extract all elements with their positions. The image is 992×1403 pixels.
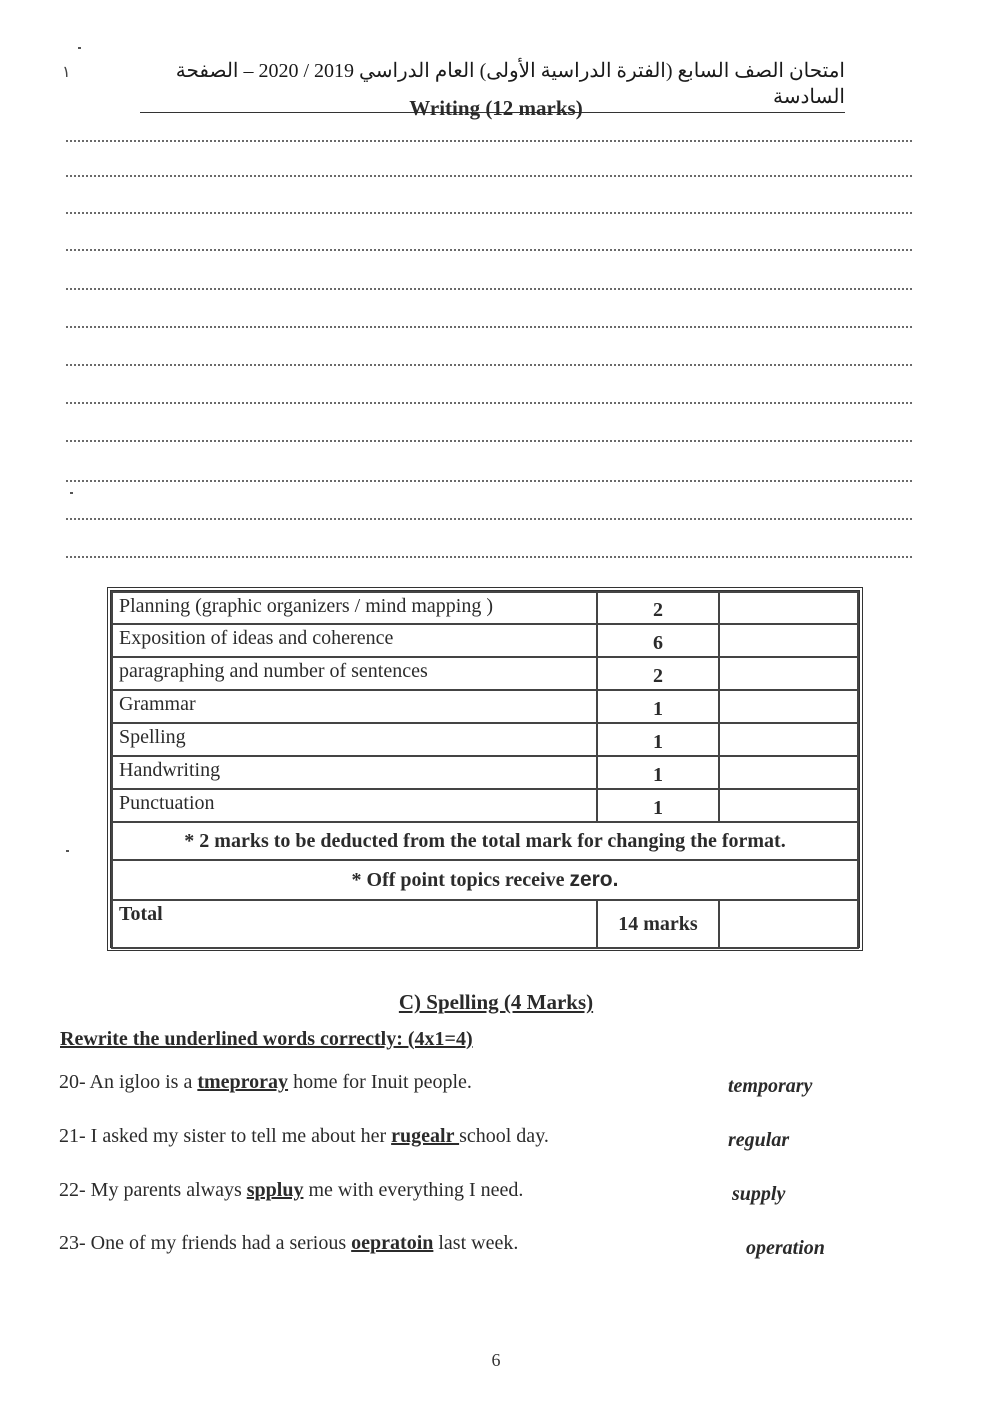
question-text: me with everything I need. (303, 1179, 524, 1201)
question-text: 20- An igloo is a (59, 1071, 198, 1093)
zero-text: zero. (569, 868, 619, 891)
rubric-score-cell[interactable] (719, 723, 858, 756)
rubric-row (112, 756, 858, 789)
rubric-criterion: Exposition of ideas and coherence (112, 624, 597, 657)
total-label: Total (112, 900, 597, 948)
spelling-question-22 (59, 1179, 523, 1202)
total-score-cell[interactable] (719, 900, 858, 948)
answer-20[interactable]: temporary (728, 1075, 813, 1097)
answer-line[interactable] (66, 175, 912, 177)
rubric-mark: 1 (597, 789, 719, 822)
rubric-criterion: Punctuation (112, 789, 597, 822)
rubric-mark: 2 (597, 657, 719, 690)
rubric-criterion: Planning (graphic organizers / mind mapping ) (112, 592, 597, 624)
answer-line[interactable] (66, 288, 912, 290)
answer-line[interactable] (66, 402, 912, 404)
misspelled-word: sppluy (246, 1179, 304, 1201)
spelling-section-title: C) Spelling (4 Marks) (398, 990, 594, 1014)
spelling-question-21 (59, 1125, 549, 1148)
total-mark: 14 marks (597, 900, 719, 948)
exam-header: امتحان الصف السابع (الفترة الدراسية الأولى) العام الدراسي 2019 / 2020 – الصفحة السادسة (140, 58, 845, 113)
rubric-score-cell[interactable] (719, 690, 858, 723)
rubric-row (112, 723, 858, 756)
rubric-note-row (112, 822, 858, 860)
answer-23[interactable]: operation (746, 1237, 825, 1259)
answer-line[interactable] (66, 326, 912, 328)
scan-speck (70, 492, 73, 494)
rubric-note-row (112, 860, 858, 900)
answer-line[interactable] (66, 556, 912, 558)
misspelled-word: tmeproray (197, 1071, 289, 1093)
marking-rubric (107, 587, 863, 951)
question-text: 21- I asked my sister to tell me about her (59, 1125, 392, 1147)
answer-22[interactable]: supply (732, 1183, 786, 1205)
rubric-row (112, 789, 858, 822)
spelling-instruction: Rewrite the underlined words correctly: (4x1=4) (60, 1028, 473, 1050)
rubric-score-cell[interactable] (719, 756, 858, 789)
question-text: home for Inuit people. (288, 1071, 472, 1093)
rubric-row (112, 624, 858, 657)
scan-speck (66, 850, 69, 852)
rubric-row (112, 657, 858, 690)
rubric-criterion: Handwriting (112, 756, 597, 789)
answer-line[interactable] (66, 140, 912, 142)
rubric-score-cell[interactable] (719, 789, 858, 822)
question-text: 22- My parents always (59, 1179, 247, 1201)
rubric-score-cell[interactable] (719, 624, 858, 657)
scan-speck (78, 47, 81, 49)
off-point-note (112, 860, 858, 900)
rubric-total-row (112, 900, 858, 948)
page-number: 6 (491, 1350, 501, 1370)
answer-line[interactable] (66, 212, 912, 214)
misspelled-word: oepratoin (351, 1232, 434, 1254)
rubric-row (112, 592, 858, 624)
rubric-mark: 1 (597, 723, 719, 756)
rubric-criterion: Grammar (112, 690, 597, 723)
rubric-criterion: Spelling (112, 723, 597, 756)
rubric-row (112, 690, 858, 723)
spelling-question-20 (59, 1071, 472, 1094)
corner-mark: ١ (62, 64, 71, 81)
misspelled-word: rugealr (391, 1125, 460, 1147)
format-deduction-note: * 2 marks to be deducted from the total mark for changing the format. (112, 822, 858, 860)
answer-21[interactable]: regular (728, 1129, 790, 1151)
answer-line[interactable] (66, 364, 912, 366)
rubric-mark: 1 (597, 690, 719, 723)
rubric-criterion: paragraphing and number of sentences (112, 657, 597, 690)
question-text: last week. (433, 1232, 519, 1254)
rubric-score-cell[interactable] (719, 657, 858, 690)
rubric-mark: 2 (597, 592, 719, 624)
answer-line[interactable] (66, 518, 912, 520)
answer-line[interactable] (66, 440, 912, 442)
answer-line[interactable] (66, 249, 912, 251)
rubric-score-cell[interactable] (719, 592, 858, 624)
off-point-text: * Off point topics receive (351, 869, 565, 891)
rubric-mark: 1 (597, 756, 719, 789)
writing-title: Writing (12 marks) (409, 96, 583, 120)
question-text: 23- One of my friends had a serious (59, 1232, 352, 1254)
answer-line[interactable] (66, 480, 912, 482)
rubric-mark: 6 (597, 624, 719, 657)
question-text: school day. (459, 1125, 549, 1147)
spelling-question-23 (59, 1232, 518, 1255)
